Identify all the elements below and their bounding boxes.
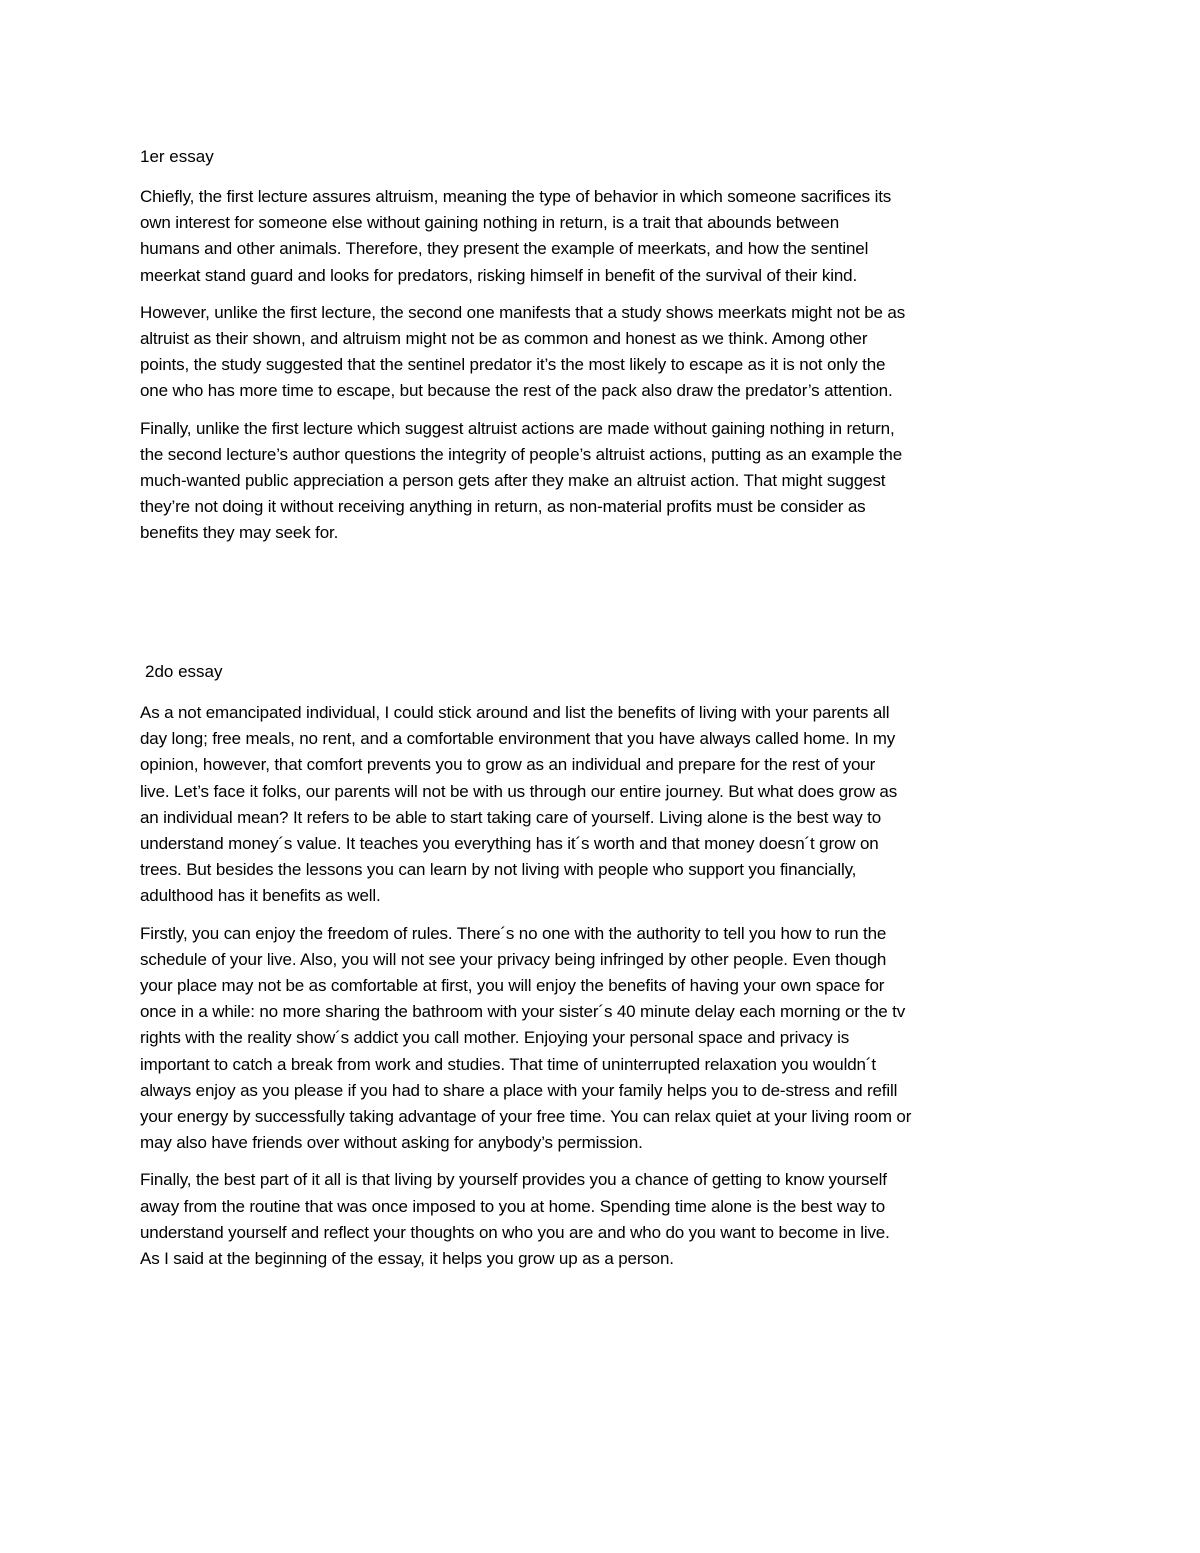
essay-1-paragraph-1 [140, 184, 1065, 289]
text-line: Chiefly, the first lecture assures altruism, meaning the type of behavior in which someone sacrifices its [140, 187, 892, 206]
text-line: altruist as their shown, and altruism might not be as common and honest as we think. Among other [140, 329, 868, 349]
text-line: Finally, unlike the first lecture which suggest altruist actions are made without gaining nothing in return, [140, 418, 895, 438]
essay-1-body [140, 184, 1065, 547]
text-line: benefits they may seek for. [140, 523, 339, 543]
text-line: meerkat stand guard and looks for predators, risking himself in benefit of the survival of their kind. [140, 265, 858, 285]
text-line: one who has more time to escape, but because the rest of the pack also draw the predator’s attention. [140, 381, 893, 401]
text-line: may also have friends over without asking for anybody’s permission. [140, 1133, 643, 1153]
essay-2-paragraph-3 [140, 1167, 1065, 1272]
text-line: day long; free meals, no rent, and a comfortable environment that you have always called home. In my [140, 729, 896, 749]
text-line: live. Let’s face it folks, our parents will not be with us through our entire journey. But what does grow as [140, 781, 898, 801]
text-line: an individual mean? It refers to be able to start taking care of yourself. Living alone is the best way to [140, 807, 882, 827]
essay-2-paragraph-2 [140, 921, 1065, 1157]
essay-1-title: 1er essay [140, 147, 214, 166]
essay-1-paragraph-2 [140, 300, 1065, 405]
text-line: Finally, the best part of it all is that living by yourself provides you a chance of getting to know yourself [140, 1170, 887, 1190]
essay-2-title: 2do essay [145, 662, 223, 681]
text-line: As I said at the beginning of the essay, it helps you grow up as a person. [140, 1249, 674, 1269]
text-line: much-wanted public appreciation a person gets after they make an altruist action. That might suggest [140, 471, 886, 491]
text-line: schedule of your live. Also, you will not see your privacy being infringed by other people. Even though [140, 949, 887, 969]
text-line: they’re not doing it without receiving anything in return, as non-material profits must be consider as [140, 497, 866, 517]
text-line: the second lecture’s author questions the integrity of people’s altruist actions, putting as an example the [140, 444, 903, 464]
text-line: once in a while: no more sharing the bathroom with your sister´s 40 minute delay each morning or the tv [140, 1002, 906, 1022]
text-line: away from the routine that was once imposed to you at home. Spending time alone is the best way to [140, 1196, 886, 1216]
essay-2-body [140, 700, 1065, 1272]
essay-2-paragraph-1 [140, 700, 1065, 910]
text-line: opinion, however, that comfort prevents you to grow as an individual and prepare for the rest of your [140, 755, 876, 775]
text-line: Firstly, you can enjoy the freedom of rules. There´s no one with the authority to tell you how to run the [140, 923, 887, 943]
text-line: always enjoy as you please if you had to share a place with your family helps you to de-stress and refill [140, 1080, 898, 1100]
text-line: As a not emancipated individual, I could stick around and list the benefits of living with your parents all [140, 703, 890, 722]
text-line: your place may not be as comfortable at first, you will enjoy the benefits of having your own space for [140, 976, 885, 996]
text-line: adulthood has it benefits as well. [140, 886, 381, 906]
text-line: your energy by successfully taking advantage of your free time. You can relax quiet at your living room or [140, 1107, 912, 1127]
text-line: important to catch a break from work and studies. That time of uninterrupted relaxation you wouldn´t [140, 1054, 876, 1074]
text-line: understand yourself and reflect your thoughts on who you are and who do you want to become in live. [140, 1222, 890, 1242]
text-line: own interest for someone else without gaining nothing in return, is a trait that abounds between [140, 213, 840, 233]
text-line: humans and other animals. Therefore, they present the example of meerkats, and how the sentinel [140, 239, 869, 259]
text-line: understand money´s value. It teaches you everything has it´s worth and that money doesn´t grow on [140, 834, 879, 854]
text-line: However, unlike the first lecture, the second one manifests that a study shows meerkats might not be as [140, 302, 906, 322]
essay-1-paragraph-3 [140, 416, 1065, 547]
text-line: trees. But besides the lessons you can learn by not living with people who support you financially, [140, 860, 857, 880]
text-line: rights with the reality show´s addict you call mother. Enjoying your personal space and privacy is [140, 1028, 850, 1048]
text-line: points, the study suggested that the sentinel predator it’s the most likely to escape as it is not only the [140, 355, 886, 375]
